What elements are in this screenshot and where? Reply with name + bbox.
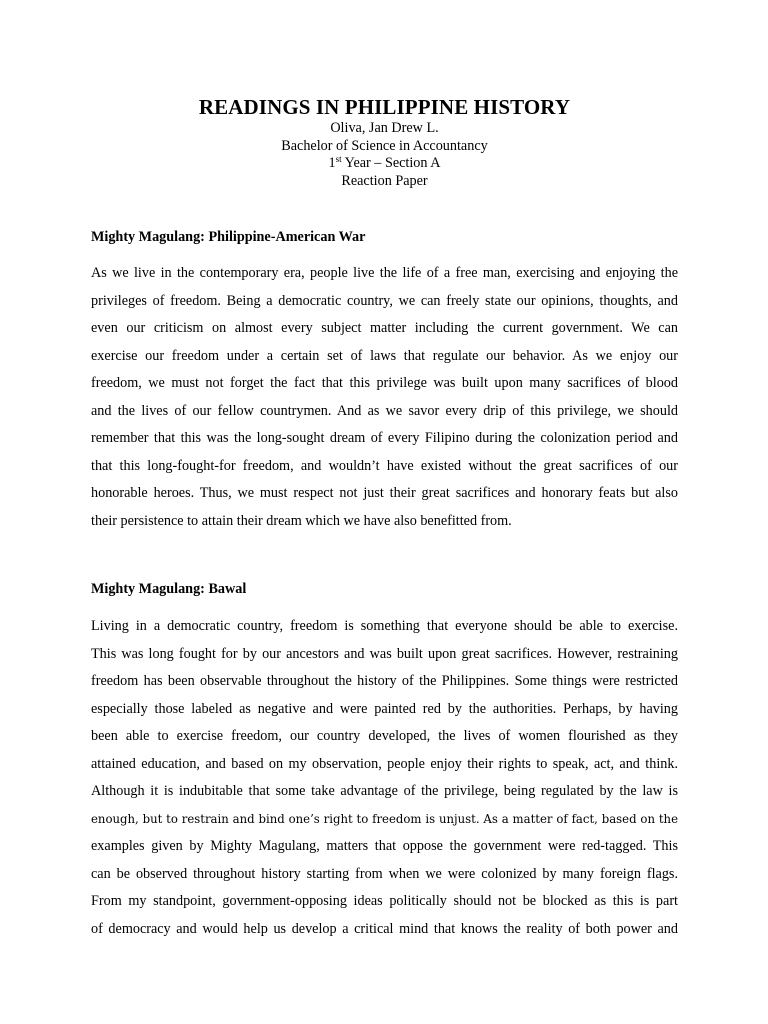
- paragraph-line: From my standpoint, government-opposing ideas politically should not be blocked as this is part: [91, 893, 678, 909]
- paragraph-line: of democracy and would help us develop a critical mind that knows the reality of both power and: [91, 920, 678, 937]
- section-paragraph-bawal: [91, 613, 678, 943]
- paragraph-line: can be observed throughout history starting from when we were colonized by many foreign flags.: [91, 865, 678, 882]
- paragraph-line: even our criticism on almost every subject matter including the current government. We can: [91, 320, 678, 336]
- paragraph-line: Living in a democratic country, freedom is something that everyone should be able to exercise.: [91, 618, 678, 634]
- paragraph-line: that this long-fought-for freedom, and wouldn’t have existed without the great sacrifices of our: [91, 457, 678, 474]
- year-section-text: Year – Section A: [341, 155, 441, 171]
- paragraph-line: Although it is indubitable that some take advantage of the privilege, being regulated by the law is: [91, 783, 678, 799]
- paper-type: Reaction Paper: [341, 172, 428, 189]
- author-name: Oliva, Jan Drew L.: [330, 120, 439, 136]
- paragraph-line: their persistence to attain their dream which we have also benefitted from.: [91, 512, 512, 529]
- paragraph-line: enough, but to restrain and bind one’s right to freedom is unjust. As a matter of fact, based on the: [91, 811, 678, 826]
- paragraph-line: This was long fought for by our ancestors and was built upon great sacrifices. However, restraining: [91, 645, 678, 662]
- year-suffix: st: [335, 154, 342, 164]
- year-section: [91, 155, 678, 173]
- paragraph-line: freedom, we must not forget the fact that this privilege was built upon many sacrifices of blood: [91, 375, 678, 391]
- paragraph-line: especially those labeled as negative and were painted red by the authorities. Perhaps, by having: [91, 700, 678, 717]
- paragraph-line: examples given by Mighty Magulang, matters that oppose the government were red-tagged. This: [91, 838, 678, 854]
- document-title: READINGS IN PHILIPPINE HISTORY: [198, 95, 571, 119]
- section-paragraph-philippine-american-war: [91, 260, 678, 535]
- paragraph-line: freedom has been observable throughout the history of the Philippines. Some things were restricted: [91, 673, 678, 689]
- paragraph-line: As we live in the contemporary era, people live the life of a free man, exercising and enjoying the: [91, 265, 678, 281]
- document-header: [91, 94, 678, 190]
- section-heading-bawal: Mighty Magulang: Bawal: [91, 581, 247, 597]
- paragraph-line: honorable heroes. Thus, we must respect not just their great sacrifices and honorary feats but also: [91, 485, 678, 501]
- paragraph-line: privileges of freedom. Being a democratic country, we can freely state our opinions, thoughts, and: [91, 292, 678, 309]
- paragraph-line: exercise our freedom under a certain set of laws that regulate our behavior. As we enjoy our: [91, 347, 678, 364]
- program-name: Bachelor of Science in Accountancy: [281, 137, 488, 154]
- year-number: 1: [328, 155, 336, 171]
- paragraph-line: attained education, and based on my observation, people enjoy their rights to speak, act, and think.: [91, 755, 678, 772]
- paragraph-line: and the lives of our fellow countrymen. And as we savor every drip of this privilege, we should: [91, 402, 678, 419]
- paragraph-line: been able to exercise freedom, our country developed, the lives of women flourished as they: [91, 728, 678, 744]
- paragraph-line: remember that this was the long-sought dream of every Filipino during the colonization period and: [91, 430, 678, 446]
- section-heading-philippine-american-war: Mighty Magulang: Philippine-American War: [91, 229, 366, 245]
